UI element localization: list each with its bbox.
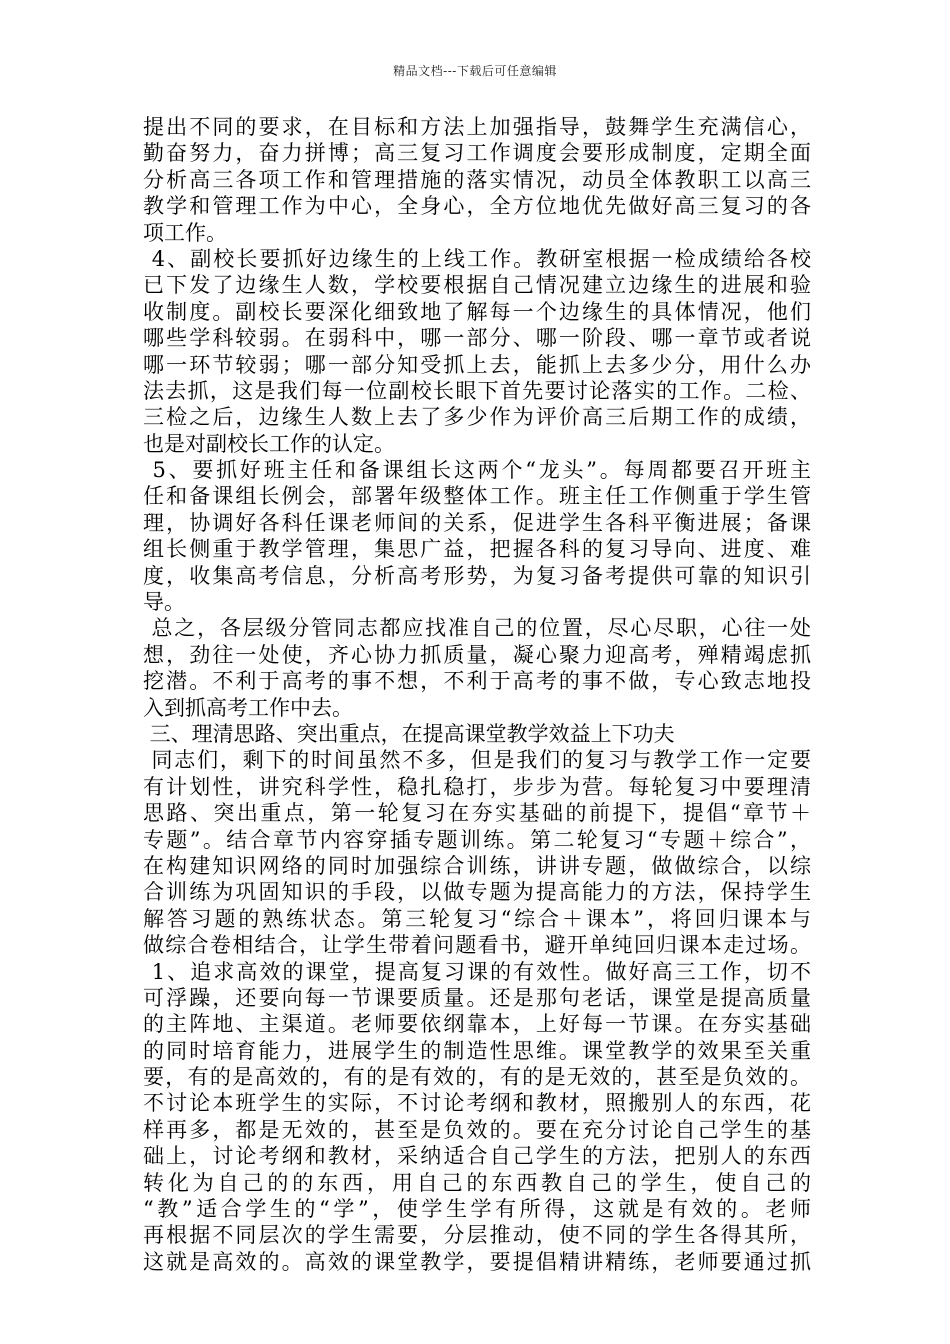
text-line: 在构建知识网络的同时加强综合训练，讲讲专题，做做综合，以综	[143, 853, 811, 878]
text-line: 专题”。结合章节内容穿插专题训练。第二轮复习“专题＋综合”，	[143, 827, 811, 852]
text-line: 不讨论本班学生的实际，不讨论考纲和教材，照搬别人的东西，花	[143, 1091, 811, 1116]
text-line: 思路、突出重点，第一轮复习在夯实基础的前提下，提倡“章节＋	[143, 801, 811, 826]
text-line: 的同时培育能力，进展学生的制造性思维。课堂教学的效果至关重	[143, 1038, 811, 1063]
text-line: 分析高三各项工作和管理措施的落实情况，动员全体教职工以高三	[143, 167, 811, 192]
text-line: 合训练为巩固知识的手段，以做专题为提高能力的方法，保持学生	[143, 880, 811, 905]
text-line: “教”适合学生的“学”，使学生学有所得，这就是有效的。老师	[143, 1197, 811, 1222]
text-line: 导。	[143, 590, 185, 615]
text-line: 这就是高效的。高效的课堂教学，要提倡精讲精练，老师要通过抓	[143, 1249, 811, 1274]
text-line: 哪些学科较弱。在弱科中，哪一部分、哪一阶段、哪一章节或者说	[143, 326, 811, 351]
text-line: 想，劲往一处使，齐心协力抓质量，凝心聚力迎高考，殚精竭虑抓	[143, 642, 811, 667]
text-line: 已下发了边缘生人数，学校要根据自己情况建立边缘生的进展和验	[143, 273, 811, 298]
text-line: 三、理清思路、突出重点，在提高课堂教学效益上下功夫	[143, 721, 675, 746]
text-line: 再根据不同层次的学生需要，分层推动，使不同的学生各得其所，	[143, 1223, 811, 1248]
text-line: 1、追求高效的课堂，提高复习课的有效性。做好高三工作，切不	[143, 959, 811, 984]
text-line: 5、要抓好班主任和备课组长这两个“龙头”。每周都要召开班主	[143, 458, 811, 483]
text-line: 同志们，剩下的时间虽然不多，但是我们的复习与教学工作一定要	[143, 748, 811, 773]
text-line: 样再多，都是无效的，甚至是负效的。要在充分讨论自己学生的基	[143, 1117, 811, 1142]
text-line: 法去抓，这是我们每一位副校长眼下首先要讨论落实的工作。二检、	[143, 378, 811, 403]
text-line: 收制度。副校长要深化细致地了解每一个边缘生的具体情况，他们	[143, 299, 811, 324]
text-line: 转化为自己的的东西，用自己的东西教自己的学生，使自己的	[143, 1170, 811, 1195]
text-line: 的主阵地、主渠道。老师要依纲靠本，上好每一节课。在夯实基础	[143, 1012, 811, 1037]
text-line: 挖潜。不利于高考的事不想，不利于高考的事不做，专心致志地投	[143, 669, 811, 694]
text-line: 要，有的是高效的，有的是有效的，有的是无效的，甚至是负效的。	[143, 1065, 811, 1090]
text-line: 也是对副校长工作的认定。	[143, 431, 395, 456]
text-line: 任和备课组长例会，部署年级整体工作。班主任工作侧重于学生管	[143, 484, 811, 509]
text-line: 组长侧重于教学管理，集思广益，把握各科的复习导向、进度、难	[143, 537, 811, 562]
text-line: 4、副校长要抓好边缘生的上线工作。教研室根据一检成绩给各校	[143, 246, 811, 271]
page-header: 精品文档---下载后可任意编辑	[393, 64, 557, 78]
text-line: 勤奋努力，奋力拼博；高三复习工作调度会要形成制度，定期全面	[143, 141, 811, 166]
text-line: 三检之后，边缘生人数上去了多少作为评价高三后期工作的成绩，	[143, 405, 811, 430]
text-line: 做综合卷相结合，让学生带着问题看书，避开单纯回归课本走过场。	[143, 933, 811, 958]
document-body	[143, 114, 811, 1275]
text-line: 哪一环节较弱；哪一部分知受抓上去，能抓上去多少分，用什么办	[143, 352, 811, 377]
text-line: 可浮躁，还要向每一节课要质量。还是那句老话，课堂是提高质量	[143, 985, 811, 1010]
text-line: 教学和管理工作为中心，全身心，全方位地优先做好高三复习的各	[143, 194, 811, 219]
text-line: 总之，各层级分管同志都应找准自己的位置，尽心尽职，心往一处	[143, 616, 811, 641]
text-line: 理，协调好各科任课老师间的关系，促进学生各科平衡进展；备课	[143, 510, 811, 535]
text-line: 解答习题的熟练状态。第三轮复习“综合＋课本”，将回归课本与	[143, 906, 811, 931]
text-line: 项工作。	[143, 220, 227, 245]
text-line: 提出不同的要求，在目标和方法上加强指导，鼓舞学生充满信心，	[143, 115, 811, 139]
text-line: 有计划性，讲究科学性，稳扎稳打，步步为营。每轮复习中要理清	[143, 774, 811, 799]
text-line: 础上，讨论考纲和教材，采纳适合自己学生的方法，把别人的东西	[143, 1144, 811, 1169]
text-line: 入到抓高考工作中去。	[143, 695, 353, 720]
text-line: 度，收集高考信息，分析高考形势，为复习备考提供可靠的知识引	[143, 563, 811, 588]
